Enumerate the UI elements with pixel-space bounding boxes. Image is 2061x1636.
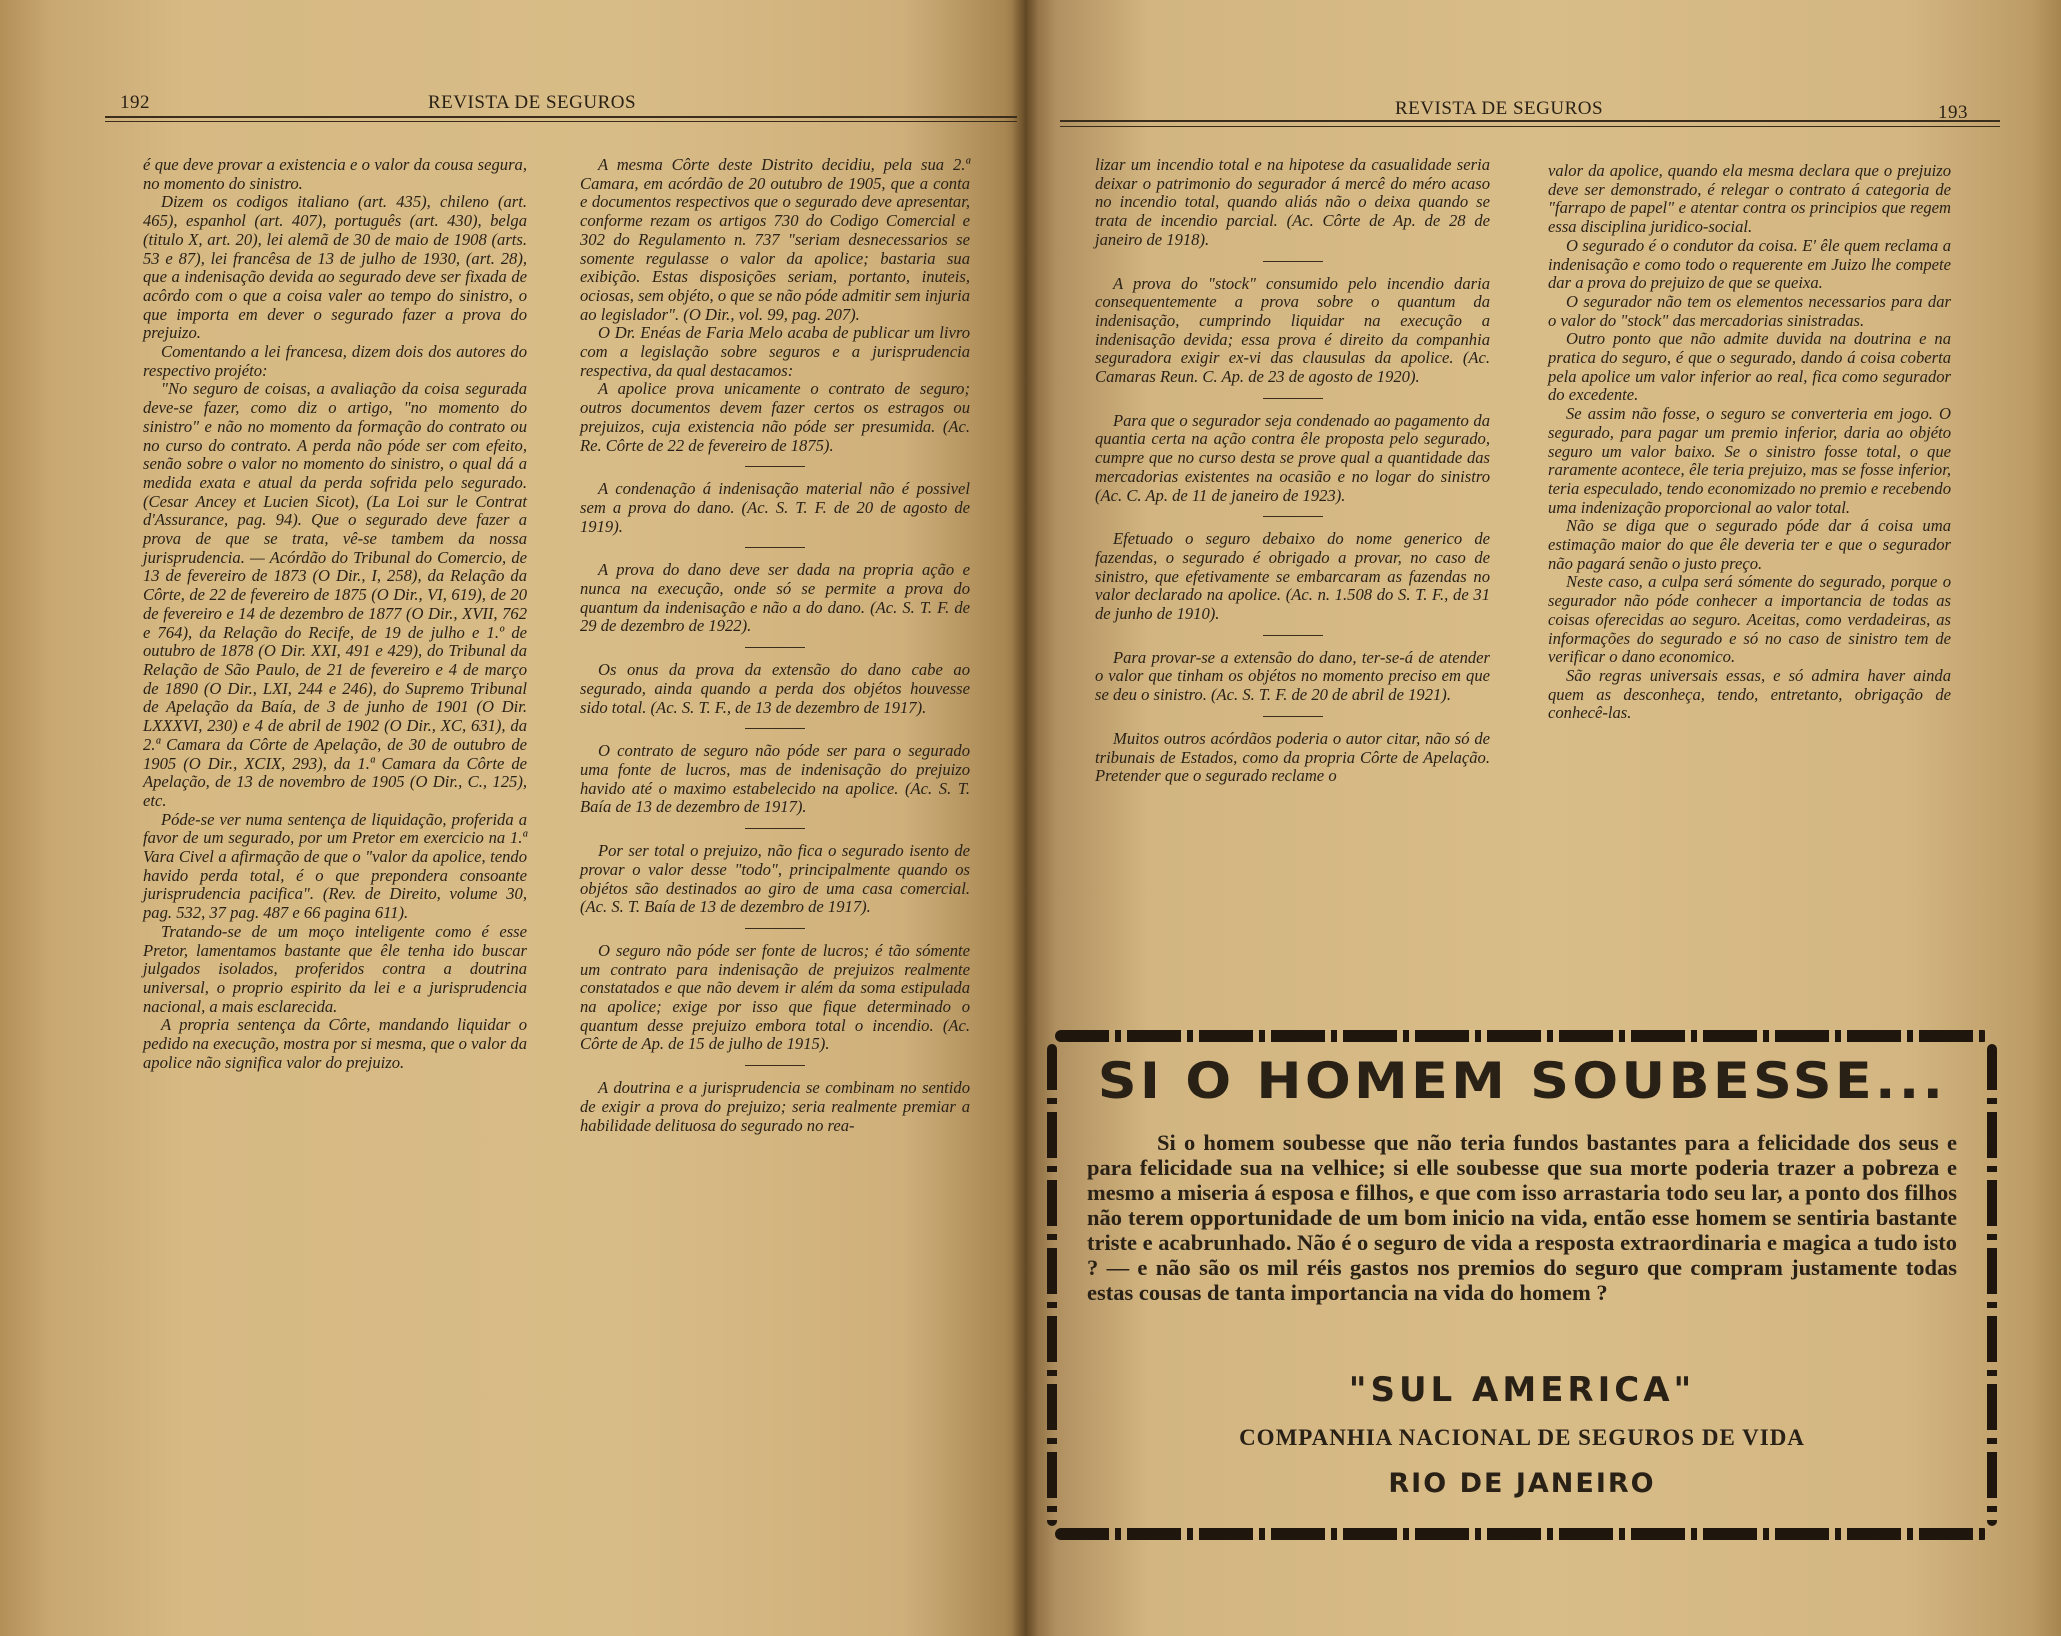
ad-city: RIO DE JANEIRO (1388, 1468, 1656, 1499)
ad-company-subtitle: COMPANHIA NACIONAL DE SEGUROS DE VIDA (1239, 1425, 1805, 1450)
paragraph: A propria sentença da Côrte, mandando liquidar o pedido na execução, mostra por si mesma, que o valor da apolice não significa valor do prejuizo. (143, 1015, 527, 1072)
paragraph: O seguro não póde ser fonte de lucros; é tão sómente um contrato para indenisação de prejuizos realmente constatados e que não devem ir além da soma estipulada na apolice; exige por isso que fique determinado o quantum desse prejuizo embora total o incendio. (Ac. Côrte de Ap. de 15 de julho de 1915). (580, 940, 970, 1054)
right-header-rule (1060, 120, 2000, 122)
paragraph: Para provar-se a extensão do dano, ter-se-á de atender o valor que tinham os objétos no momento preciso em que se deu o sinistro. (Ac. S. T. F. de 20 de abril de 1921). (1095, 647, 1490, 705)
right-running-header: REVISTA DE SEGUROS (1395, 98, 1604, 119)
paragraph: Dizem os codigos italiano (art. 435), chileno (art. 465), espanhol (art. 407), português (art. 430), belga (titulo X, art. 20), lei alemã de 30 de maio de 1908 (arts. 53 e 87), lei francêsa de 13 de julho de 1930, (art. 28), que a indenisação devida ao segurado deve ser fixada de acôrdo com o que a coisa valer ao tempo do sinistro, o que importa em dever o segurado fazer a prova do prejuizo. (143, 192, 527, 343)
separator-rule (1263, 635, 1323, 636)
paragraph: A prova do dano deve ser dada na propria ação e nunca na execução, onde só se permite a prova do quantum da indenisação e não a do dano. (Ac. S. T. F. de 29 de dezembro de 1922). (580, 560, 970, 636)
paragraph: Outro ponto que não admite duvida na doutrina e na pratica do seguro, é que o segurado, dando á coisa coberta pela apolice um valor inferior ao real, fica como segurador do excedente. (1548, 329, 1951, 405)
paragraph: A prova do "stock" consumido pelo incendio daria consequentemente a prova sobre o quantum da indenisação, cumprindo liquidar na execução a indenisação devida; essa prova é direito da companhia seguradora exigir ex-vi das clausulas da apolice. (Ac. Camaras Reun. C. Ap. de 23 de agosto de 1920). (1095, 273, 1490, 387)
separator-rule (745, 1065, 805, 1066)
paragraph: O Dr. Enéas de Faria Melo acaba de publicar um livro com a legislação sobre seguros e a jurisprudencia respectiva, da qual destacamos: (580, 323, 970, 380)
paragraph: lizar um incendio total e na hipotese da casualidade seria deixar o patrimonio do segurador á mercê do méro acaso no incendio total, quando aliás não o deixa quando se trata de incendio parcial. (Ac. Côrte de Ap. de 28 de janeiro de 1918). (1095, 155, 1490, 249)
right-column-2 (1548, 162, 1951, 723)
ad-body-text (1087, 1130, 1957, 1305)
paragraph: Os onus da prova da extensão do dano cabe ao segurado, ainda quando a perda dos objétos houvesse sido total. (Ac. S. T. F., de 13 de dezembro de 1917). (580, 660, 970, 717)
right-column-1 (1095, 156, 1490, 786)
paragraph: A condenação á indenisação material não é possivel sem a prova do dano. (Ac. S. T. F. de 20 de agosto de 1919). (580, 479, 970, 536)
chain-border-bottom (1055, 1528, 1989, 1540)
paragraph: Comentando a lei francesa, dizem dois dos autores do respectivo projéto: (143, 342, 527, 380)
paragraph: Tratando-se de um moço inteligente como é esse Pretor, lamentamos bastante que êle tenha ido buscar julgados isolados, proferidos contra a doutrina universal, o proprio espirito da lei e a jurisprudencia nacional, a mais esclarecida. (143, 921, 527, 1016)
paragraph: Póde-se ver numa sentença de liquidação, proferida a favor de um segurado, por um Pretor em exercicio na 1.ª Vara Civel a afirmação de que o "valor da apolice, tendo havido perda total, é o que prepondera consoante jurisprudencia pacifica". (Rev. de Direito, volume 30, pag. 532, 37 pag. 487 e 66 pagina 611). (143, 809, 527, 923)
left-column-2 (580, 156, 970, 1135)
paragraph: O contrato de seguro não póde ser para o segurado uma fonte de lucros, mas de indenisação do prejuizo havido até o maximo estabelecido na apolice. (Ac. S. T. Baía de 13 de dezembro de 1917). (580, 741, 970, 817)
paragraph: A apolice prova unicamente o contrato de seguro; outros documentos devem fazer certos os estragos ou prejuizos, cuja existencia não póde ser presumida. (Ac. Re. Côrte de 22 de fevereiro de 1875). (580, 379, 970, 455)
paragraph: O segurador não tem os elementos necessarios para dar o valor do "stock" das mercadorias sinistradas. (1548, 291, 1951, 330)
paragraph: Neste caso, a culpa será sómente do segurado, porque o segurador não póde conhecer a importancia de todas as coisas oferecidas ao seguro. Aceitas, como verdadeiras, as informações do segurado e só no caso de sinistro tem de verificar o dano economico. (1548, 572, 1951, 667)
ad-company-name: "SUL AMERICA" (1348, 1370, 1696, 1410)
paragraph: A mesma Côrte deste Distrito decidiu, pela sua 2.ª Camara, em acórdão de 20 outubro de 1905, que a conta e documentos respectivos que o segurado deve apresentar, conforme rezam os artigos 730 do Codigo Comercial e 302 do Regulamento n. 737 "seriam desnecessarios se somente regulasse o valor da apolice; bastaria sua exibição. Estas disposições seriam, portanto, inuteis, ociosas, sem objéto, o que se não póde admitir sem injuria ao legislador". (O Dir., vol. 99, pag. 207). (580, 155, 970, 324)
paragraph: Por ser total o prejuizo, não fica o segurado isento de provar o valor desse "todo", principalmente quando os objétos são destinados ao giro de uma casa comercial. (Ac. S. T. Baía de 13 de dezembro de 1917). (580, 841, 970, 917)
chain-border-right (1987, 1044, 1997, 1526)
paragraph: Não se diga que o segurado póde dar á coisa uma estimação maior do que êle deveria ter e que o segurador não pagará senão o justo preço. (1548, 516, 1951, 573)
paragraph: São regras universais essas, e só admira haver ainda quem as desconheça, tendo, entretanto, obrigação de conhecê-las. (1548, 665, 1951, 723)
separator-rule (1263, 261, 1323, 262)
separator-rule (1263, 398, 1323, 399)
paragraph: "No seguro de coisas, a avaliação da coisa segurada deve-se fazer, como diz o artigo, "no momento do sinistro" e não no momento da formação do contrato ou no curso do contrato. A perda não póde ser com efeito, senão sobre o valor no momento do sinistro, o qual dá a medida exata e atual da perda sofrida pelo segurado. (Cesar Ancey et Lucien Sicot), (La Loi sur le Contrat d'Assurance, pag. 94). Que o segurado deve fazer a prova de que se trata, vê-se tambem da nossa jurisprudencia. — Acórdão do Tribunal do Comercio, de 13 de fevereiro de 1873 (O Dir., I, 258), da Relação da Côrte, de 22 de fevereiro de 1875 (O Dir., VI, 619), de 20 de fevereiro e 14 de dezembro de 1877 (O Dir., XVII, 762 e 764), da Relação do Recife, de 19 de julho e 1.º de outubro de 1878 (O Dir. XXI, 491 e 429), do Tribunal da Relação de São Paulo, de 21 de fevereiro e 4 de março de 1890 (O Dir., LXI, 244 e 246), do Supremo Tribunal de Apelação da Baía, de 3 de junho de 1901 (O Dir. LXXXVI, 230) e 4 de abril de 1902 (O Dir., XC, 631), da 2.ª Camara da Côrte de Apelação, de 30 de outubro de 1905 (O Dir., XCIX, 293), da 1.ª Camara da Côrte de Apelação, de 13 de novembro de 1905 (O Dir., C., 125), etc. (143, 379, 527, 810)
insurance-advertisement (1047, 1030, 1997, 1540)
paragraph: é que deve provar a existencia e o valor da cousa segura, no momento do sinistro. (143, 155, 527, 193)
separator-rule (745, 647, 805, 648)
paragraph: Se assim não fosse, o seguro se converteria em jogo. O segurado, para pagar um premio inferior, daria ao objéto seguro um valor baixo. Se o sinistro fosse total, o que raramente acontece, êle teria prejuizo, mas se fosse inferior, teria especulado, tendo economizado no premio e recebendo uma indenização proporcional ao valor total. (1548, 404, 1951, 517)
left-column-1 (143, 156, 527, 1072)
separator-rule (745, 828, 805, 829)
ad-headline: SI O HOMEM SOUBESSE... (1097, 1052, 1947, 1110)
separator-rule (745, 928, 805, 929)
left-header-rule (105, 116, 1017, 118)
left-running-header: REVISTA DE SEGUROS (428, 92, 637, 113)
book-gutter (1012, 0, 1038, 1636)
paragraph: Efetuado o seguro debaixo do nome generico de fazendas, o segurado é obrigado a provar, no caso de sinistro, que efetivamente se embarcaram as fazendas no valor declarado na apolice. (Ac. n. 1.508 do S. T. F., de 31 de junho de 1910). (1095, 529, 1490, 624)
separator-rule (745, 728, 805, 729)
paragraph: Para que o segurador seja condenado ao pagamento da quantia certa na ação contra êle proposta pelo segurado, cumpre que no curso desta se prove qual a quantidade das mercadorias existentes na ocasião e no logar do sinistro (Ac. C. Ap. de 11 de janeiro de 1923). (1095, 410, 1490, 505)
separator-rule (745, 466, 805, 467)
paragraph: A doutrina e a jurisprudencia se combinam no sentido de exigir a prova do prejuizo; seria realmente premiar a habilidade delituosa do segurado no rea- (580, 1078, 970, 1135)
left-page-number: 192 (120, 92, 150, 113)
separator-rule (1263, 516, 1323, 517)
right-header-rule-thin (1060, 126, 2000, 127)
right-page-number: 193 (1938, 102, 1968, 123)
chain-border-left (1047, 1044, 1057, 1526)
ad-paragraph: Si o homem soubesse que não teria fundos bastantes para a felicidade dos seus e para felicidade sua na velhice; si elle soubesse que sua morte poderia trazer a pobreza e mesmo a miseria á esposa e filhos, e que com isso arrastaria todo seu lar, a ponto dos filhos não terem opportunidade de um bom inicio na vida, então esse homem se sentiria bastante triste e acabrunhado. Não é o seguro de vida a resposta extraordinaria e magica a tudo isto ? — e não são os mil réis gastos nos premios do seguro que compram justamente todas estas cousas de tanta importancia na vida do homem ? (1087, 1130, 1957, 1305)
paragraph: Muitos outros acórdãos poderia o autor citar, não só de tribunais de Estados, como da propria Côrte de Apelação. Pretender que o segurado reclame o (1095, 728, 1490, 786)
separator-rule (745, 547, 805, 548)
paragraph: O segurado é o condutor da coisa. E' êle quem reclama a indenisação e como todo o requerente em Juizo lhe compete dar a prova do prejuizo de que se queixa. (1548, 235, 1951, 293)
separator-rule (1263, 716, 1323, 717)
left-header-rule-thin (105, 121, 1017, 122)
chain-border-top (1055, 1030, 1989, 1042)
paragraph: valor da apolice, quando ela mesma declara que o prejuizo deve ser demonstrado, é relegar o contrato á categoria de "farrapo de papel" e atentar contra os principios que regem essa disciplina juridico-social. (1548, 161, 1951, 237)
